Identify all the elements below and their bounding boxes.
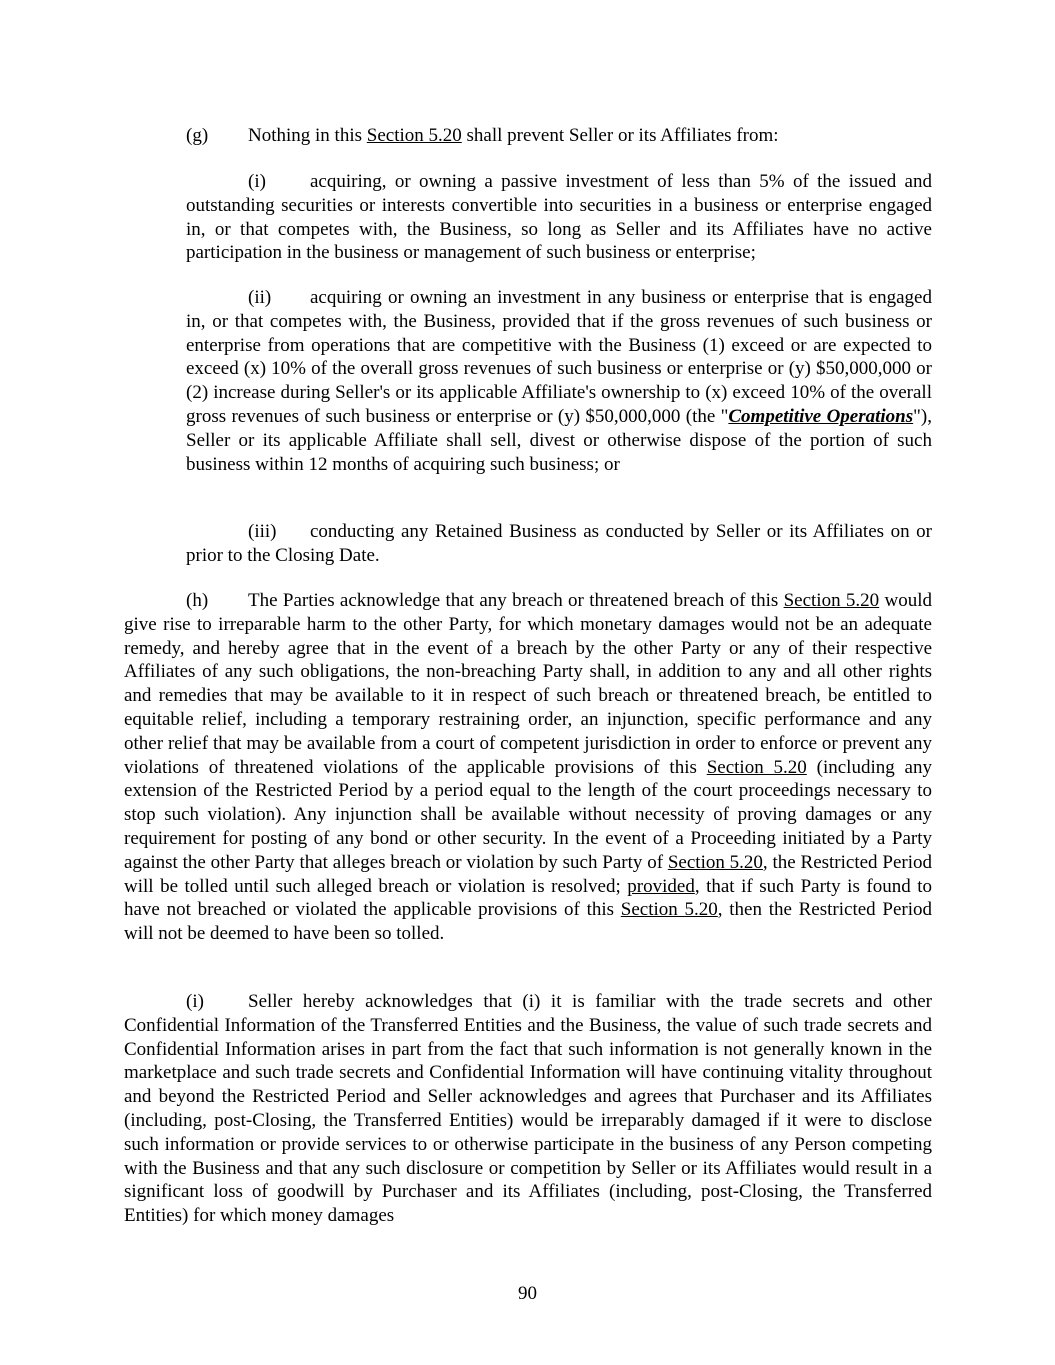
section-ref-h-2[interactable]: Section 5.20 xyxy=(706,756,807,778)
paragraph-h xyxy=(124,589,932,946)
marker-g-i: (i) xyxy=(248,171,266,192)
text-h-1: The Parties acknowledge that any breach or threatened breach of this xyxy=(248,590,784,611)
proviso-term: provided xyxy=(627,875,695,897)
text-g-1: Nothing in this xyxy=(248,125,367,146)
text-h-6: , then the Restricted Period will not be deemed to have been so tolled. xyxy=(124,899,933,945)
text-h-4: , the Restricted Period will be tolled until such alleged breach or violation is resolved; xyxy=(124,851,932,897)
text-g-iii: conducting any Retained Business as conducted by Seller or its Affiliates on or prior to the Closing Date. xyxy=(186,521,932,566)
section-ref-h-1[interactable]: Section 5.20 xyxy=(783,590,880,611)
defined-term-competitive-operations: Competitive Operations xyxy=(728,405,914,427)
paragraph-g-iii xyxy=(186,520,932,568)
section-ref-h-4[interactable]: Section 5.20 xyxy=(620,899,718,921)
paragraph-g xyxy=(186,124,932,148)
marker-g-ii: (ii) xyxy=(248,287,272,308)
text-g-ii-2: "), Seller or its applicable Affiliate shall sell, divest or otherwise dispose of the portion of such business within 12 months of acquiring such business; or xyxy=(186,405,932,475)
text-h-2: would give rise to irreparable harm to the other Party, for which monetary damages would not be an adequate remedy, and hereby agree that in the event of a breach by the other Party or any of their respective Affiliates of any such obligations, the non-breaching Party shall, in addition to any and all other rights and remedies that may be available to it in respect of such breach or threatened breach, be entitled to equitable relief, including a temporary restraining order, an injunction, specific performance and any other relief that may be available from a court of competent jurisdiction in order to enforce or prevent any violations of threatened violations of the applicable provisions of this xyxy=(124,590,932,778)
text-g-i: acquiring, or owning a passive investment of less than 5% of the issued and outstanding securities or interests convertible into securities in a business or enterprise engaged in, or that competes with, the Business, so long as Seller and its Affiliates have no active participation in the business or management of such business or enterprise; xyxy=(186,171,932,264)
marker-h: (h) xyxy=(186,590,209,611)
text-h-5: , that if such Party is found to have not breached or violated the applicable provisions of this xyxy=(124,875,932,921)
text-h-3: (including any extension of the Restricted Period by a period equal to the length of the court proceedings necessary to stop such violation). Any injunction shall be available without necessity of proving damages or any requirement for posting of any bond or other security. In the event of a Proceeding initiated by a Party against the other Party that alleges breach or violation by such Party of xyxy=(124,756,932,873)
section-ref-g[interactable]: Section 5.20 xyxy=(366,125,462,146)
paragraph-i xyxy=(124,990,932,1228)
page-number: 90 xyxy=(518,1283,537,1304)
paragraph-g-ii xyxy=(186,286,932,476)
text-i: Seller hereby acknowledges that (i) it is familiar with the trade secrets and other Confidential Information of the Transferred Entities and the Business, the value of such trade secrets and Confidential Information arises in part from the fact that such information is not generally known in the marketplace and such trade secrets and Confidential Information will have continuing vitality throughout and beyond the Restricted Period and Seller acknowledges and agrees that Purchaser and its Affiliates (including, post-Closing, the Transferred Entities) would be irreparably damaged if it were to disclose such information or provide services to or otherwise participate in the business of any Person competing with the Business and that any such disclosure or competition by Seller or its Affiliates would result in a significant loss of goodwill by Purchaser and its Affiliates (including, post-Closing, the Transferred Entities) for which money damages xyxy=(124,991,932,1227)
paragraph-g-i xyxy=(186,170,932,265)
marker-g-iii: (iii) xyxy=(248,521,277,542)
text-g-ii-1: acquiring or owning an investment in any business or enterprise that is engaged in, or that competes with, the Business, provided that if the gross revenues of such business or enterprise from operations that are competitive with the Business (1) exceed or are expected to exceed (x) 10% of the overall gross revenues of such business or enterprise or (y) $50,000,000 or (2) increase during Seller's or its applicable Affiliate's ownership to (x) exceed 10% of the overall gross revenues of such business or enterprise or (y) $50,000,000 (the " xyxy=(186,287,932,427)
marker-i: (i) xyxy=(186,991,204,1012)
section-ref-h-3[interactable]: Section 5.20 xyxy=(667,851,763,873)
text-g-2: shall prevent Seller or its Affiliates from: xyxy=(461,125,779,146)
marker-g: (g) xyxy=(186,125,209,146)
